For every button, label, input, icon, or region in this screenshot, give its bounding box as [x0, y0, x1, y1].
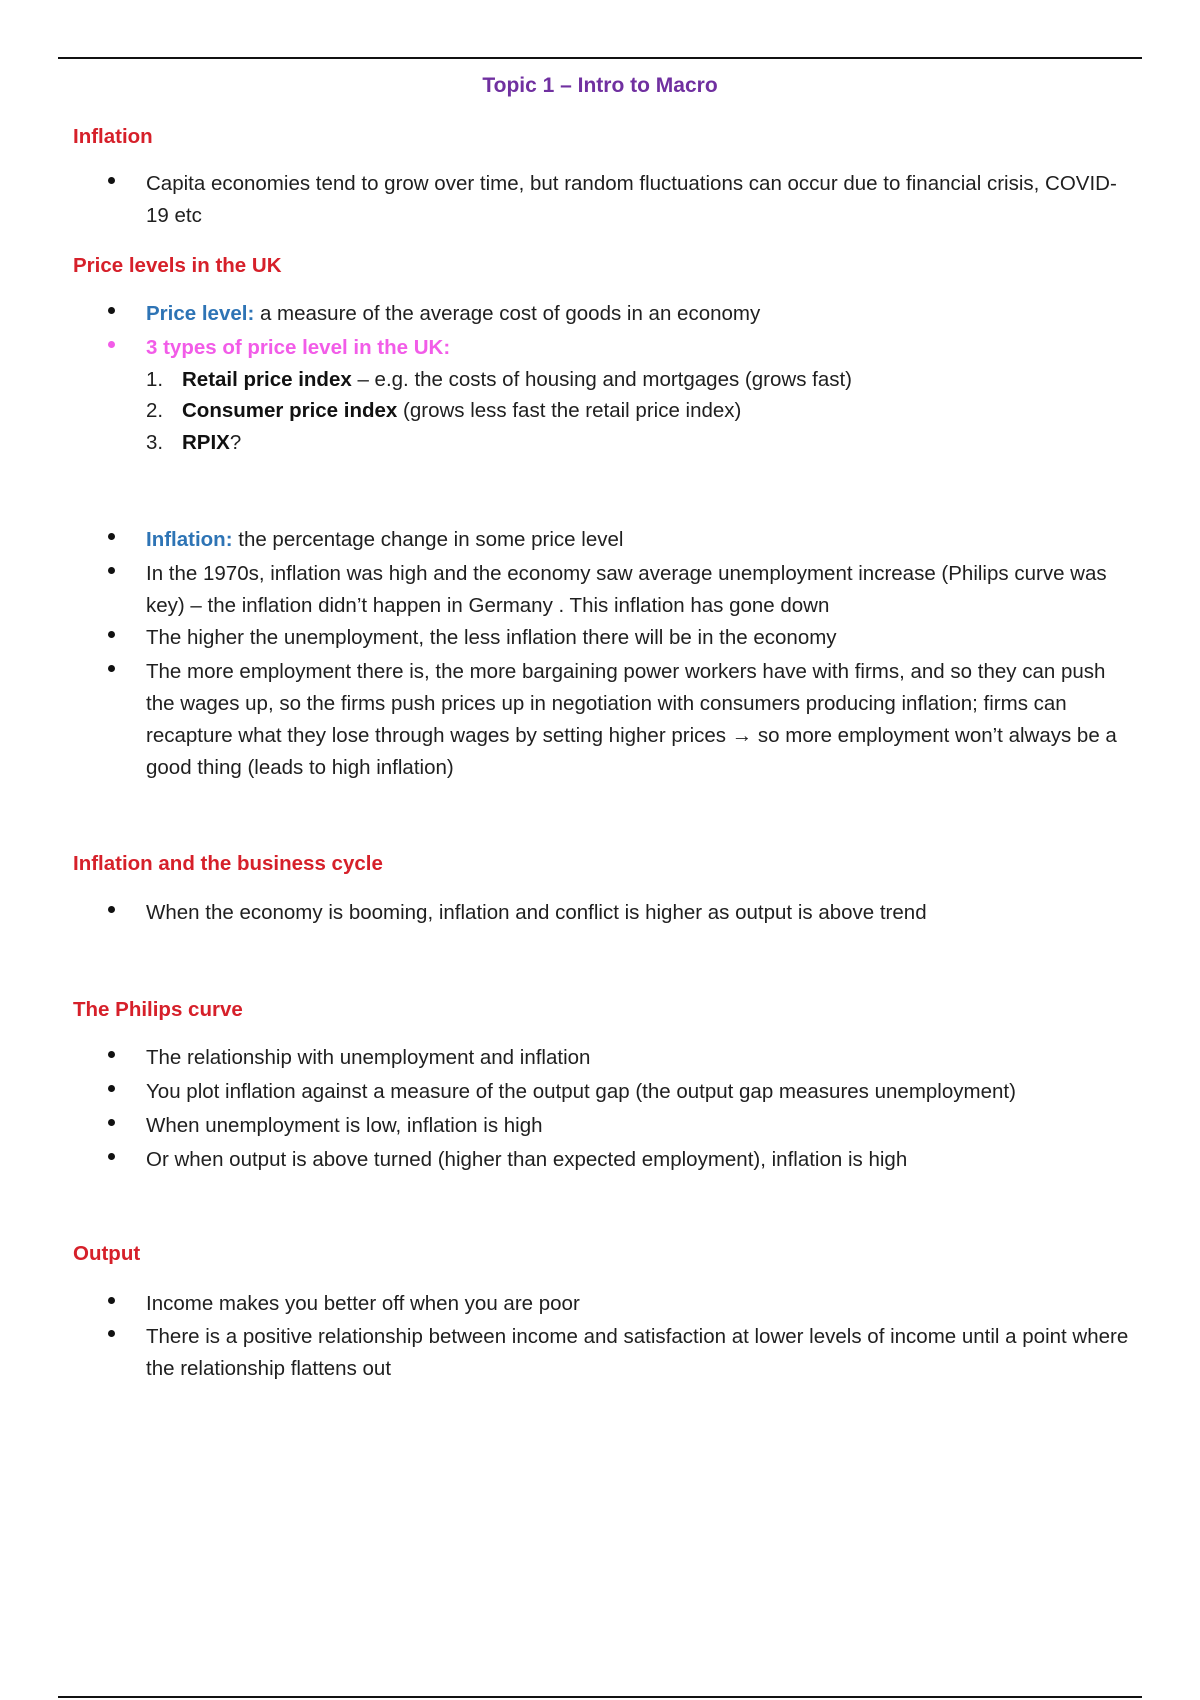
- bullet-text: Income makes you better off when you are poor: [146, 1292, 580, 1315]
- item-term: Consumer price index: [182, 399, 398, 422]
- item-text: [182, 427, 1132, 459]
- heading-philips-curve: The Philips curve: [73, 998, 243, 1021]
- bullet-text: The relationship with unemployment and inflation: [146, 1046, 591, 1069]
- term-price-level: Price level:: [146, 302, 255, 325]
- bullet-text: In the 1970s, inflation was high and the economy saw average unemployment increase (Philips curve was key) – the inflation didn’t happen in Germany . This inflation has gone down: [146, 562, 1107, 617]
- term-inflation: Inflation:: [146, 528, 233, 551]
- bullet-icon: [108, 631, 115, 638]
- bullet-icon: [108, 1085, 115, 1092]
- bullet-text: [146, 524, 1136, 556]
- bullet-text: The higher the unemployment, the less inflation there will be in the economy: [146, 626, 837, 649]
- bullet-icon: [108, 1330, 115, 1337]
- definition-inflation: the percentage change in some price level: [232, 528, 624, 551]
- bullet-icon: [108, 567, 115, 574]
- bullet-icon: [108, 307, 115, 314]
- item-number: 1.: [146, 368, 164, 391]
- bullet-icon: [108, 533, 115, 540]
- top-rule: [58, 57, 1142, 59]
- item-term: Retail price index: [182, 368, 352, 391]
- bullet-text: Or when output is above turned (higher than expected employment), inflation is high: [146, 1148, 908, 1171]
- bullet-text: [146, 298, 1136, 330]
- bullet-icon: [108, 1297, 115, 1304]
- types-label: 3 types of price level in the UK:: [146, 336, 451, 359]
- bullet-text: The more employment there is, the more bargaining power workers have with firms, and so they can push the wages up, so the firms push prices up in negotiation with consumers producing inflation; firms can recapture what they lose through wages by setting higher prices → so more employment won’t always be a good thing (leads to high inflation): [146, 660, 1117, 779]
- heading-price-levels: Price levels in the UK: [73, 254, 282, 277]
- item-term: RPIX: [182, 431, 230, 454]
- item-number: 3.: [146, 431, 164, 454]
- bullet-icon: [108, 665, 115, 672]
- heading-output: Output: [73, 1242, 141, 1265]
- bullet-icon: [108, 341, 115, 348]
- bullet-icon: [108, 177, 115, 184]
- bullet-text: When the economy is booming, inflation and conflict is higher as output is above trend: [146, 901, 927, 924]
- bottom-rule: [58, 1696, 1142, 1698]
- bullet-icon: [108, 1051, 115, 1058]
- item-rest: ?: [229, 431, 242, 454]
- item-number: 2.: [146, 399, 164, 422]
- heading-inflation: Inflation: [73, 125, 153, 148]
- bullet-icon: [108, 1119, 115, 1126]
- item-rest: (grows less fast the retail price index): [397, 399, 742, 422]
- item-text: [182, 395, 1132, 427]
- bullet-text: You plot inflation against a measure of the output gap (the output gap measures unemployment): [146, 1080, 1016, 1103]
- definition-price-level: a measure of the average cost of goods in an economy: [254, 302, 761, 325]
- bullet-text: There is a positive relationship between income and satisfaction at lower levels of income until a point where the relationship flattens out: [146, 1325, 1129, 1380]
- document-title: Topic 1 – Intro to Macro: [482, 74, 718, 97]
- bullet-icon: [108, 906, 115, 913]
- bullet-text: [146, 332, 1136, 364]
- heading-business-cycle: Inflation and the business cycle: [73, 852, 383, 875]
- bullet-text: Capita economies tend to grow over time, but random fluctuations can occur due to financial crisis, COVID-19 etc: [146, 172, 1117, 227]
- item-rest: – e.g. the costs of housing and mortgages (grows fast): [351, 368, 853, 391]
- item-text: [182, 364, 1132, 396]
- bullet-icon: [108, 1153, 115, 1160]
- bullet-text: When unemployment is low, inflation is high: [146, 1114, 543, 1137]
